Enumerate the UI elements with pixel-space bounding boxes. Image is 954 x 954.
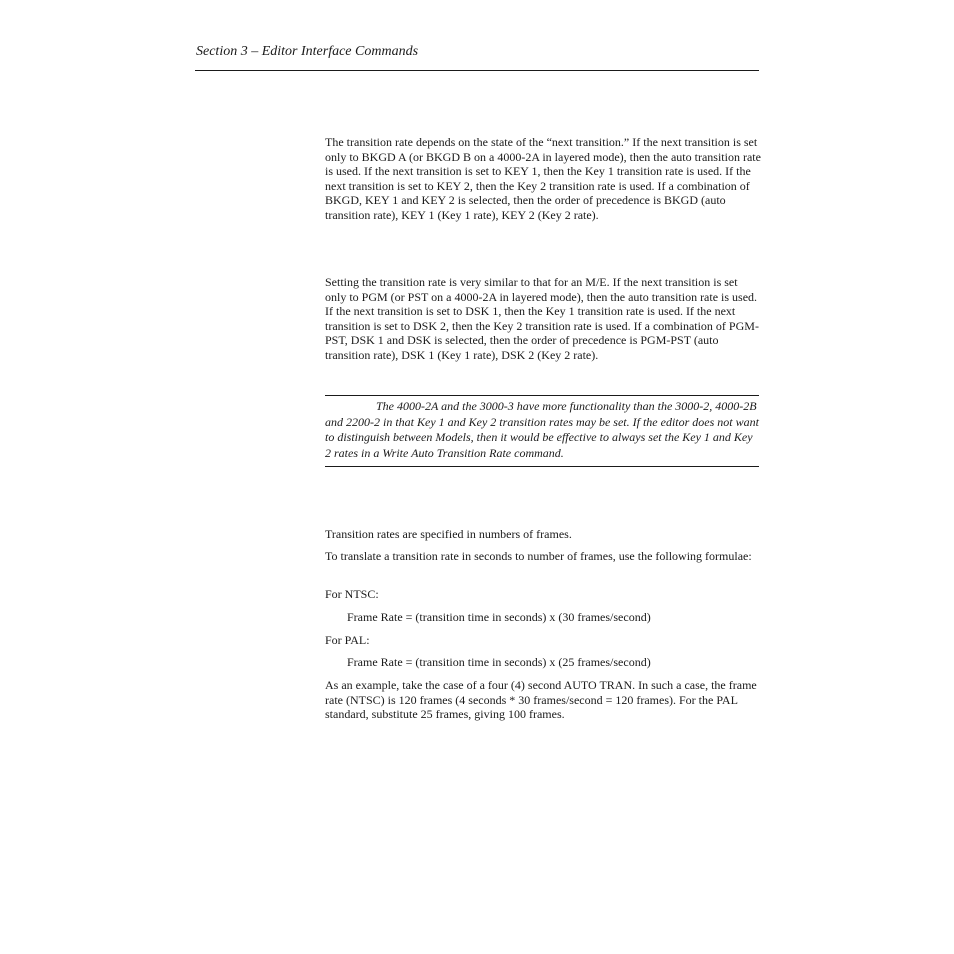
note-top-rule <box>325 395 759 396</box>
paragraph-example: As an example, take the case of a four (4) second AUTO TRAN. In such a case, the frame rate (NTSC) is 120 frames (4 seconds * 30 frames/second = 120 frames). For the PAL standard, substitute 25 frames, giving 100 frames. <box>325 678 757 722</box>
paragraph-me-transition-rate: The transition rate depends on the state of the “next transition.” If the next transition is set only to BKGD A (or BKGD B on a 4000-2A in layered mode), then the auto transition rate is used. If the next transition is set to KEY 1, then the Key 1 transition rate is used. If the next transition is set to KEY 2, then the Key 2 transition rate is used. If a combination of BKGD, KEY 1 and KEY 2 is selected, then the order of precedence is BKGD (auto transition rate), KEY 1 (Key 1 rate), KEY 2 (Key 2 rate). <box>325 135 761 222</box>
paragraph-frames: Transition rates are specified in numbers of frames. <box>325 527 572 541</box>
section-header: Section 3 – Editor Interface Commands <box>196 44 419 59</box>
label-ntsc: For NTSC: <box>325 587 379 601</box>
note-text: The 4000-2A and the 3000-3 have more functionality than the 3000-2, 4000-2B and 2200-2 in that Key 1 and Key 2 transition rates may be set. If the editor does not want to distinguish between Models, then it would be effective to always set the Key 1 and Key 2 rates in a Write Auto Transition Rate command. <box>325 399 759 460</box>
formula-pal: Frame Rate = (transition time in seconds) x (25 frames/second) <box>347 655 651 669</box>
paragraph-translate: To translate a transition rate in seconds to number of frames, use the following formulae: <box>325 549 752 563</box>
paragraph-dsk-transition-rate: Setting the transition rate is very similar to that for an M/E. If the next transition is set only to PGM (or PST on a 4000-2A in layered mode), then the auto transition rate is used. If the next transition is set to DSK 1, then the Key 1 transition rate is used. If the next transition is set to DSK 2, then the Key 2 transition rate is used. If a combination of PGM-PST, DSK 1 and DSK is selected, then the order of precedence is PGM-PST (auto transition rate), DSK 1 (Key 1 rate), DSK 2 (Key 2 rate). <box>325 275 759 362</box>
label-pal: For PAL: <box>325 633 370 647</box>
formula-ntsc: Frame Rate = (transition time in seconds) x (30 frames/second) <box>347 610 651 624</box>
note-bottom-rule <box>325 466 759 467</box>
header-divider <box>195 70 759 71</box>
